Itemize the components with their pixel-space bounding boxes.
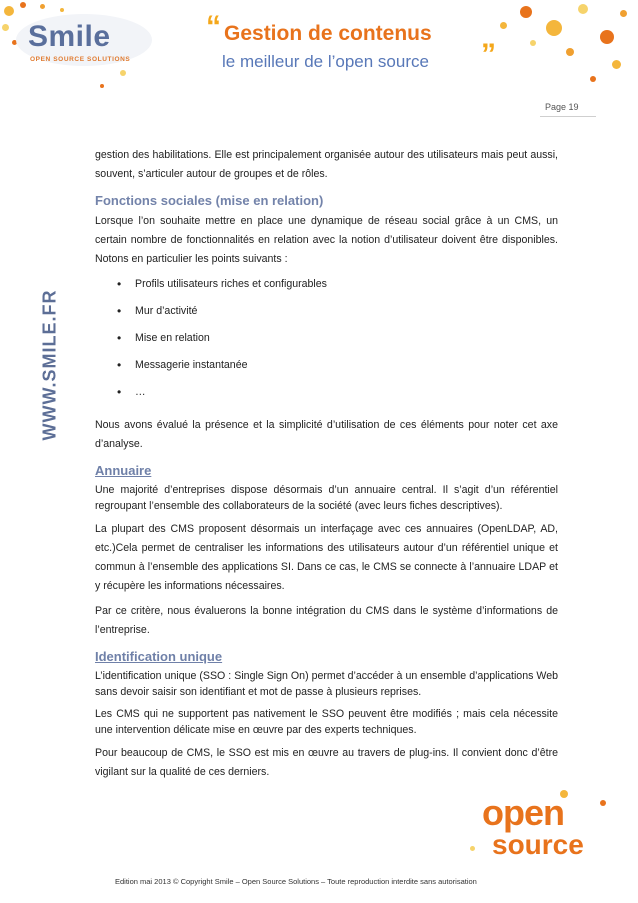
social-bullet-list [95,275,558,410]
document-body [95,146,558,788]
logo-tagline: OPEN SOURCE SOLUTIONS [30,56,131,63]
list-item: • … [95,383,558,410]
annuaire-paragraph-2: La plupart des CMS proposent désormais un interfaçage avec ces annuaires (OpenLDAP, AD, etc.)Cela permet de centraliser les informations des utilisateurs autour d’un référentiel unique et commun à l’ensemble des applications SI. Dans ce cas, le CMS se connecte à l’annuaire LDAP et y récupère les informations nécessaires. [95,523,558,592]
heading-sso: Identification unique [95,649,223,664]
page-title: Gestion de contenus [224,22,432,45]
sidebar-url-text: WWW.SMILE.FR [39,289,60,441]
heading-annuaire: Annuaire [95,463,152,478]
logo-open-text: open [482,792,564,833]
heading-social: Fonctions sociales (mise en relation) [95,193,324,208]
list-item: • Messagerie instantanée [95,356,558,383]
intro-paragraph: gestion des habilitations. Elle est principalement organisée autour des utilisateurs mais peut aussi, souvent, s’articuler autour de groupes et de rôles. [95,149,558,180]
page-number: Page 19 [545,102,579,112]
annuaire-paragraph-1: Une majorité d’entreprises dispose désormais d’un annuaire central. Il s’agit d’un référentiel regroupant l’ensemble des collaborateurs de la société (avec leurs fiches descriptives). [95,484,558,512]
social-paragraph-2: Nous avons évalué la présence et la simplicité d’utilisation de ces éléments pour noter cet axe d’analyse. [95,419,558,450]
open-source-logo [482,792,584,860]
logo-source-text: source [492,829,584,860]
social-paragraph-1: Lorsque l’on souhaite mettre en place une dynamique de réseau social grâce à un CMS, un certain nombre de fonctionnalités en relation avec la notion d’utilisateur doivent être disponibles. Notons en particulier les points suivants : [95,215,558,265]
sso-paragraph-1: L’identification unique (SSO : Single Sign On) permet d’accéder à un ensemble d’applications Web sans devoir saisir son identifiant et mot de passe à plusieurs reprises. [95,670,558,698]
quote-open: “ [206,10,221,43]
page-subtitle: le meilleur de l’open source [222,52,429,71]
list-item: • Mise en relation [95,329,558,356]
sso-paragraph-3: Pour beaucoup de CMS, le SSO est mis en œuvre au travers de plug-ins. Il convient donc d’être vigilant sur la qualité de ces derniers. [95,747,558,778]
sidebar-url [30,255,70,475]
footer-copyright: Edition mai 2013 © Copyright Smile – Open Source Solutions – Toute reproduction interdite sans autorisation [115,877,477,886]
logo-name: Smile [28,20,111,53]
list-item: • Profils utilisateurs riches et configurables [95,275,558,302]
page-number-rule [540,116,596,117]
sso-paragraph-2: Les CMS qui ne supportent pas nativement le SSO peuvent être modifiés ; mais cela nécessite une intervention délicate mise en œuvre par des experts techniques. [95,708,558,736]
annuaire-paragraph-3: Par ce critère, nous évaluerons la bonne intégration du CMS dans le système d’informations de l’entreprise. [95,605,558,636]
list-item: • Mur d’activité [95,302,558,329]
quote-close: ” [481,38,496,71]
